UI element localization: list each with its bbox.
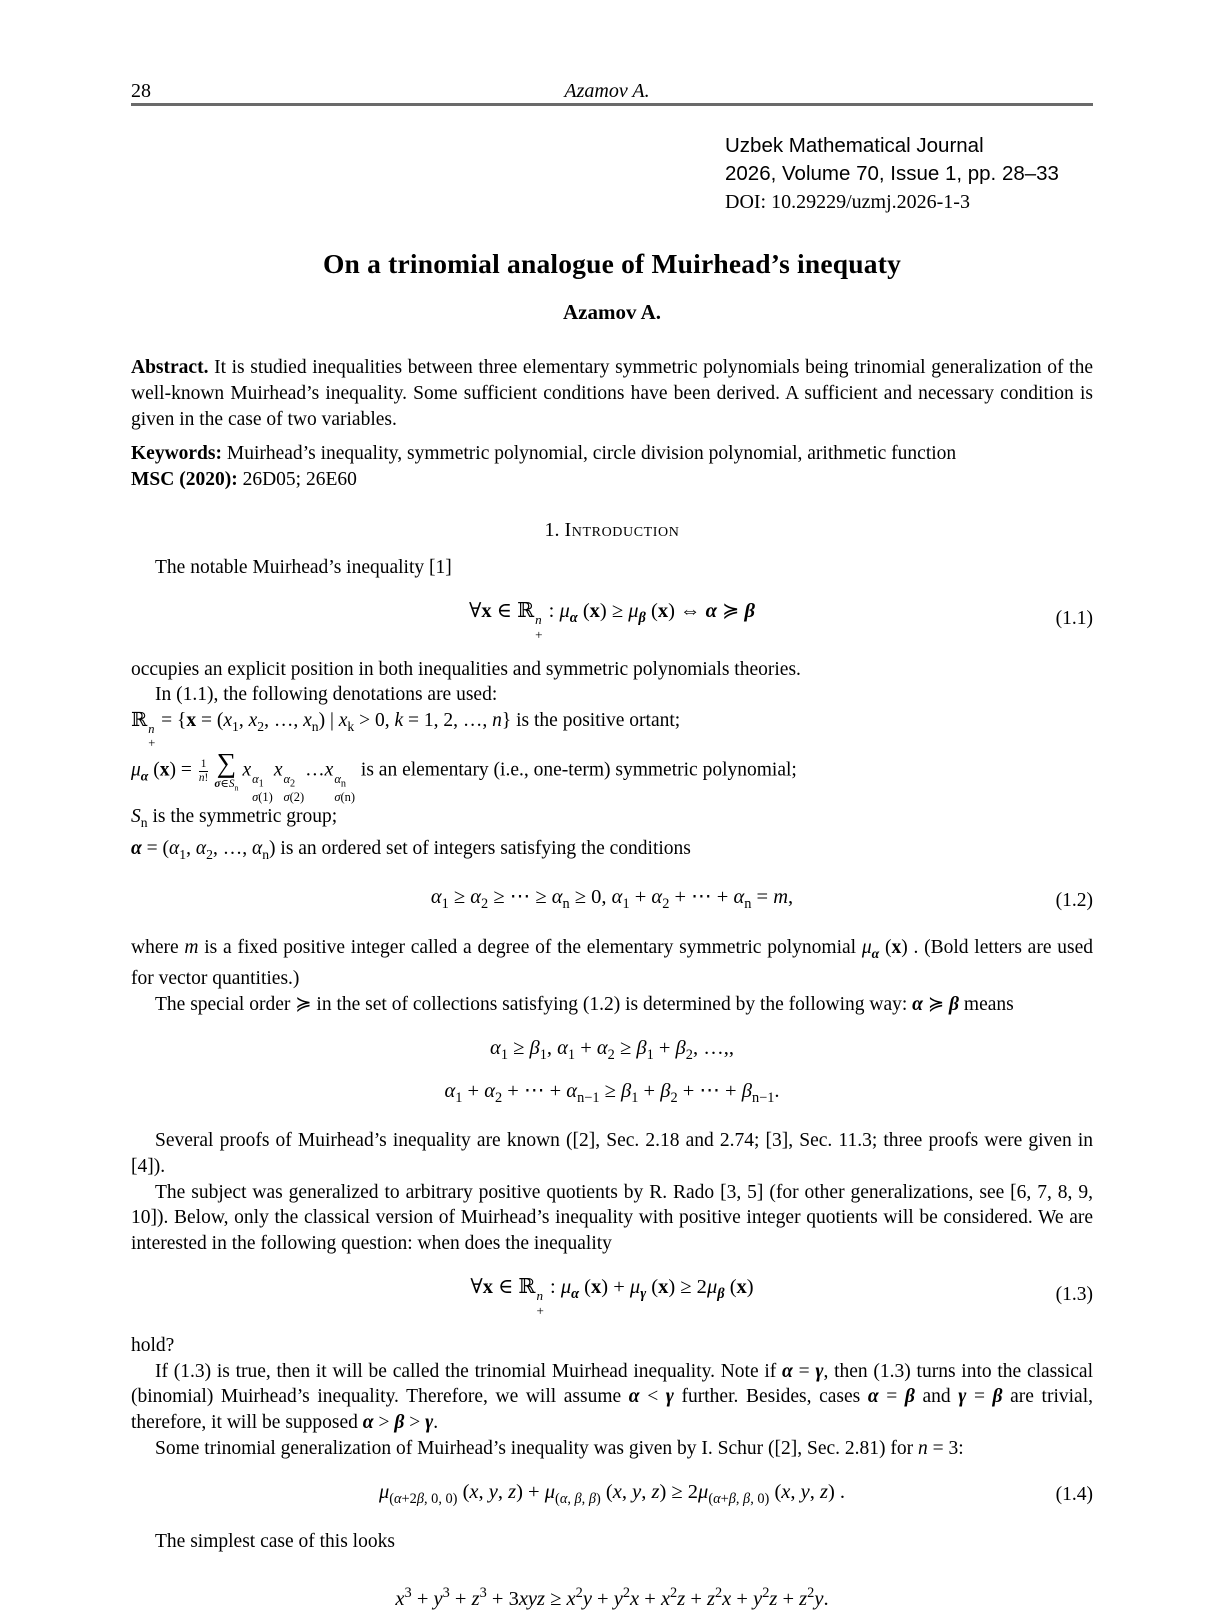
section-title: Introduction xyxy=(564,518,680,541)
paragraph-hold: hold? xyxy=(131,1334,175,1356)
display-order-line-1-body: $\alpha_1 \ge \beta_1$, $\alpha_1 + \alpha_2 \ge \beta_1 + \beta_2$, …,, xyxy=(490,1036,734,1063)
display-order-line-2 xyxy=(131,1076,1093,1113)
equation-1-4 xyxy=(131,1477,1093,1514)
abstract-paragraph xyxy=(131,355,1093,432)
equation-1-2 xyxy=(131,882,1093,919)
paragraph-occupies: occupies an explicit position in both inequalities and symmetric polynomials theories. xyxy=(131,658,801,680)
abstract-text: It is studied inequalities between three elementary symmetric polynomials being trinomial generalization of the well-known Muirhead’s inequality. Some sufficient conditions have been derived. A sufficient and necessary condition is given in the case of two variables. xyxy=(131,357,1093,430)
display-order-line-1 xyxy=(131,1033,1093,1070)
article-author: Azamov A. xyxy=(563,300,661,324)
equation-1-1-body: ∀x ∈ ℝ n + : $\mu_\alpha$ $(x) \ge \mu_\beta$ (x) ⇔ α ≽ β xyxy=(469,599,755,642)
equation-1-2-body: $\alpha_1 \ge \alpha_2$ ≥ ⋯ ≥ $\alpha_n \ge 0$, $\alpha_1 + \alpha_2$ + ⋯ + $\alpha_n = m$, xyxy=(430,886,794,913)
keywords-paragraph xyxy=(131,441,1093,467)
journal-doi: DOI: 10.29229/uzmj.2026-1-3 xyxy=(725,191,970,213)
paragraph-intro: The notable Muirhead’s inequality [1] xyxy=(155,556,452,578)
display-order-line-2-body: $\alpha_1 + \alpha_2$ + ⋯ + $\alpha_{n-1} \ge \beta_1 + \beta_2$ + ⋯ + $\beta_{n-1}$. xyxy=(444,1079,780,1106)
equation-1-3-body: ∀x ∈ ℝ n + : $\mu_\alpha$ $(x) + \mu_\gamma$ $(x) \ge 2\mu_\beta$ (x) xyxy=(470,1275,754,1318)
msc-paragraph xyxy=(131,467,1093,493)
keywords-text: Muirhead’s inequality, symmetric polynomial, circle division polynomial, arithmetic function xyxy=(222,443,957,465)
paragraph-several-proofs: Several proofs of Muirhead’s inequality are known ([2], Sec. 2.18 and 2.74; [3], Sec. 11.3; three proofs were given in [4]). xyxy=(131,1130,1093,1177)
line-positive-ortant: ℝ n + = {$x = (x_1$, $x_2$, …, $x_n$) | $x_k > 0$, k = 1, 2, …, n} is the positive ortant; xyxy=(131,710,681,751)
paragraph-where-m: where m is a fixed positive integer called a degree of the elementary symmetric polynomial $\mu_\alpha$ (x) . (Bold letters are used for vector quantities.) xyxy=(131,936,1093,990)
line-alpha-ordered-set: $\alpha = (\alpha_1$, $\alpha_2$, …, $\alpha_n$) is an ordered set of integers satisfying the conditions xyxy=(131,837,691,862)
equation-1-1 xyxy=(131,596,1093,642)
equation-1-3-tag: (1.3) xyxy=(1055,1283,1093,1305)
paragraph-denotations: In (1.1), the following denotations are used: xyxy=(155,684,498,706)
equation-1-2-tag: (1.2) xyxy=(1055,889,1093,911)
running-head: Azamov A. xyxy=(564,80,650,102)
equation-final-body: $x^3 + y^3 + z^3 + 3xyz \ge x^2y + y^2x + x^2z + z^2x + y^2z + z^2y$. xyxy=(395,1585,829,1611)
page-header xyxy=(131,80,1093,106)
paragraph-schur: Some trinomial generalization of Muirhead’s inequality was given by I. Schur ([2], Sec. 2.81) for n = 3: xyxy=(155,1437,964,1459)
paragraph-simplest-case: The simplest case of this looks xyxy=(155,1530,395,1552)
equation-1-4-body: $\mu_{(\alpha+2\beta, 0, 0)}$ (x, y, $z) + \mu_{(\alpha, \beta, \beta)}$ (x, y, $z) \ge 2\mu_{(\alpha+\beta, \beta, 0)}$ (x, y, z) . xyxy=(378,1480,846,1507)
equation-1-3 xyxy=(131,1272,1093,1318)
equation-final xyxy=(131,1579,1093,1614)
msc-text: 26D05; 26E60 xyxy=(237,469,357,491)
line-mu-definition: $\mu_\alpha$ (x) = $\frac{1}{n!}$ ∑ $\sigma\in S_n$ x $\alpha_1$ σ(1) x $\alpha_2$ σ(2) …x $\alpha_n$ σ(n) is an elementary (i.e., one-term) symmetric polynomial; xyxy=(131,748,797,804)
keywords-label: Keywords: xyxy=(131,443,222,465)
line-symmetric-group: $S_n$ is the symmetric group; xyxy=(131,806,338,830)
paragraph-subject-generalized: The subject was generalized to arbitrary positive quotients by R. Rado [3, 5] (for other generalizations, see [6, 7, 8, 9, 10]). Below, only the classical version of Muirhead’s inequality with positive integer quotients will be considered. We are interested in the following question: when does the inequality xyxy=(131,1181,1093,1255)
msc-label: MSC (2020): xyxy=(131,469,238,491)
section-number: 1. xyxy=(544,518,560,541)
journal-issue: 2026, Volume 70, Issue 1, pp. 28–33 xyxy=(725,162,1059,185)
equation-1-1-tag: (1.1) xyxy=(1055,607,1093,629)
page-number: 28 xyxy=(131,80,151,102)
equation-1-4-tag: (1.4) xyxy=(1055,1484,1093,1506)
article-title: On a trinomial analogue of Muirhead’s inequaty xyxy=(322,248,902,279)
abstract-label: Abstract. xyxy=(131,357,209,378)
paragraph-special-order: The special order ≽ in the set of collections satisfying (1.2) is determined by the following way: α ≽ β means xyxy=(155,994,1014,1016)
section-heading xyxy=(131,519,1093,542)
journal-info-block xyxy=(725,132,1093,216)
paragraph-if-true: If (1.3) is true, then it will be called the trinomial Muirhead inequality. Note if α = γ, then (1.3) turns into the classical (binomial) Muirhead’s inequality. Therefore, we will assume α < γ further. Besides, cases α = β and γ = β are trivial, therefore, it will be supposed α > β > γ. xyxy=(131,1360,1093,1434)
journal-name: Uzbek Mathematical Journal xyxy=(725,134,984,157)
